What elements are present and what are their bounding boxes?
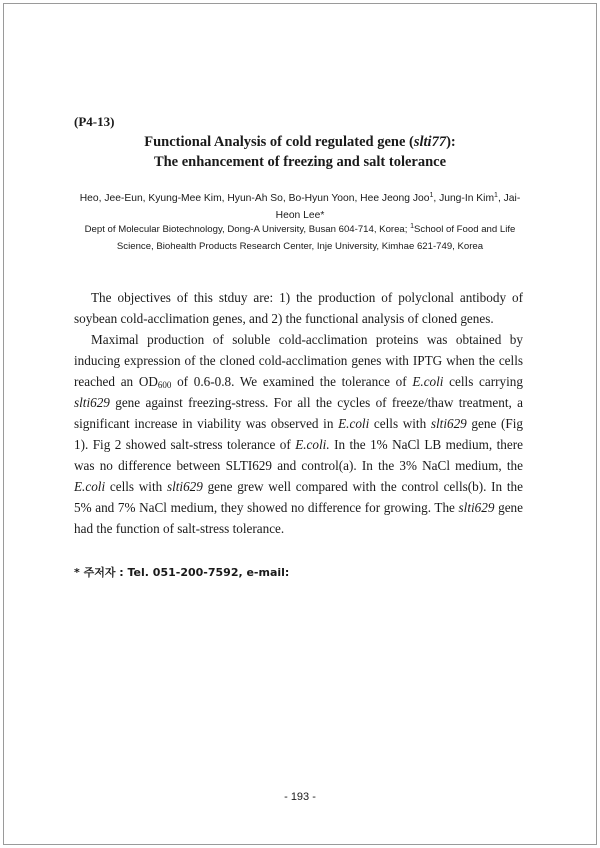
title-gene-name: slti77: [413, 134, 447, 150]
affiliations: Dept of Molecular Biotechnology, Dong-A University, Busan 604-714, Korea; $^1$School of Food and Life Science, Biohealth Products Research Center, Inje University, Kimhae 621-749, Korea: [84, 223, 516, 252]
author-list: Heo, Jee-Eun, Kyung-Mee Kim, Hyun-Ah So, Bo-Hyun Yoon, Hee Jeong Joo$^1$, Jung-In Kim$^1$, Jai-Heon Lee*: [79, 192, 521, 221]
page-number: - 193 -: [284, 791, 316, 803]
title-line-2: The enhancement of freezing and salt tolerance: [153, 154, 447, 170]
title-line-1: Functional Analysis of cold regulated gene (slti77):: [144, 134, 456, 150]
abstract-paragraph-2: Maximal production of soluble cold-acclimation proteins was obtained by inducing expression of the cloned cold-acclimation genes with IPTG when the cells reached an $OD_{600}$ of 0.6-0.8. We examined the tolerance of E.coli cells carrying slti629 gene against freezing-stress. For all the cycles of freeze/thaw treatment, a significant increase in viability was observed in E.coli cells with slti629 gene (Fig 1). Fig 2 showed salt-stress tolerance of E.coli. In the 1% NaCl LB medium, there was no difference between SLTI629 and control(a). In the 3% NaCl medium, the E.coli cells with slti629 gene grew well compared with the control cells(b). In the 5% and 7% NaCl medium, they showed no difference for growing. The slti629 gene had the function of salt-stress tolerance.: [74, 332, 523, 536]
session-code: (P4-13): [74, 114, 115, 129]
corresponding-author-footnote: * 주저자 : Tel. 051-200-7592, e-mail:: [74, 566, 290, 579]
abstract-body: [74, 287, 523, 539]
abstract-paragraph-1: The objectives of this stduy are: 1) the production of polyclonal antibody of soybean cold-acclimation genes, and 2) the functional analysis of cloned genes.: [74, 290, 523, 326]
